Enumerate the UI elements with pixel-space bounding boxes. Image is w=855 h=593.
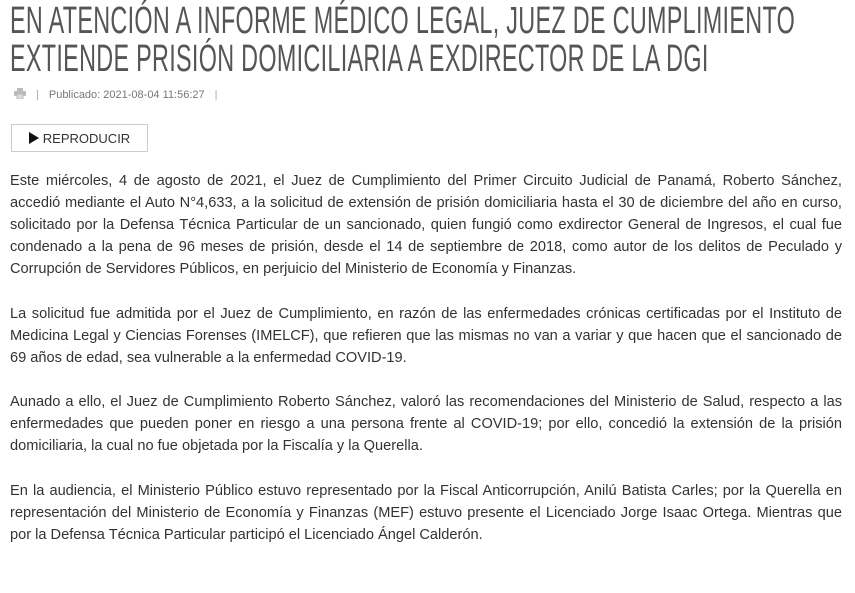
article-meta	[14, 88, 217, 102]
separator: |	[214, 89, 218, 101]
published-date: Publicado: 2021-08-04 11:56:27	[48, 89, 205, 101]
paragraph: La solicitud fue admitida por el Juez de Cumplimiento, en razón de las enfermedades crónicas certificadas por el Instituto de Medicina Legal y Ciencias Forenses (IMELCF), que refieren que las mismas no van a variar y que hacen que el sancionado de 69 años de edad, sea vulnerable a la enfermedad COVID-19.	[10, 305, 842, 366]
play-icon	[29, 132, 39, 144]
paragraph: En la audiencia, el Ministerio Público estuvo representado por la Fiscal Anticorrupción, Anilú Batista Carles; por la Querella en representación del Ministerio de Economía y Finanzas (MEF) estuvo presente el Licenciado Jorge Isaac Ortega. Mientras que por la Defensa Técnica Particular participó el Licenciado Ángel Calderón.	[10, 482, 842, 543]
title-line-1: EN ATENCIÓN A INFORME MÉDICO LEGAL, JUEZ DE CUMPLIMIENTO	[10, 0, 796, 42]
play-button[interactable]	[11, 124, 148, 152]
article-body	[10, 170, 842, 568]
separator: |	[36, 89, 39, 101]
title-line-2: EXTIENDE PRISIÓN DOMICILIARIA A EXDIRECTOR DE LA DGI	[10, 38, 709, 80]
play-button-label: REPRODUCIR	[42, 130, 131, 146]
article-title	[10, 2, 810, 78]
paragraph: Este miércoles, 4 de agosto de 2021, el Juez de Cumplimiento del Primer Circuito Judicial de Panamá, Roberto Sánchez, accedió mediante el Auto N°4,633, a la solicitud de extensión de prisión domiciliaria hasta el 30 de diciembre del año en curso, solicitado por la Defensa Técnica Particular de un sancionado, quien fungió como exdirector General de Ingresos, el cual fue condenado a la pena de 96 meses de prisión, desde el 14 de septiembre de 2018, como autor de los delitos de Peculado y Corrupción de Servidores Públicos, en perjuicio del Ministerio de Economía y Finanzas.	[10, 173, 842, 277]
printer-icon[interactable]	[14, 88, 26, 102]
paragraph: Aunado a ello, el Juez de Cumplimiento Roberto Sánchez, valoró las recomendaciones del Ministerio de Salud, respecto a las enfermedades que pueden poner en riesgo a una persona frente al COVID-19; por ello, concedió la extensión de la prisión domiciliaria, la cual no fue objetada por la Fiscalía y la Querella.	[10, 394, 842, 454]
